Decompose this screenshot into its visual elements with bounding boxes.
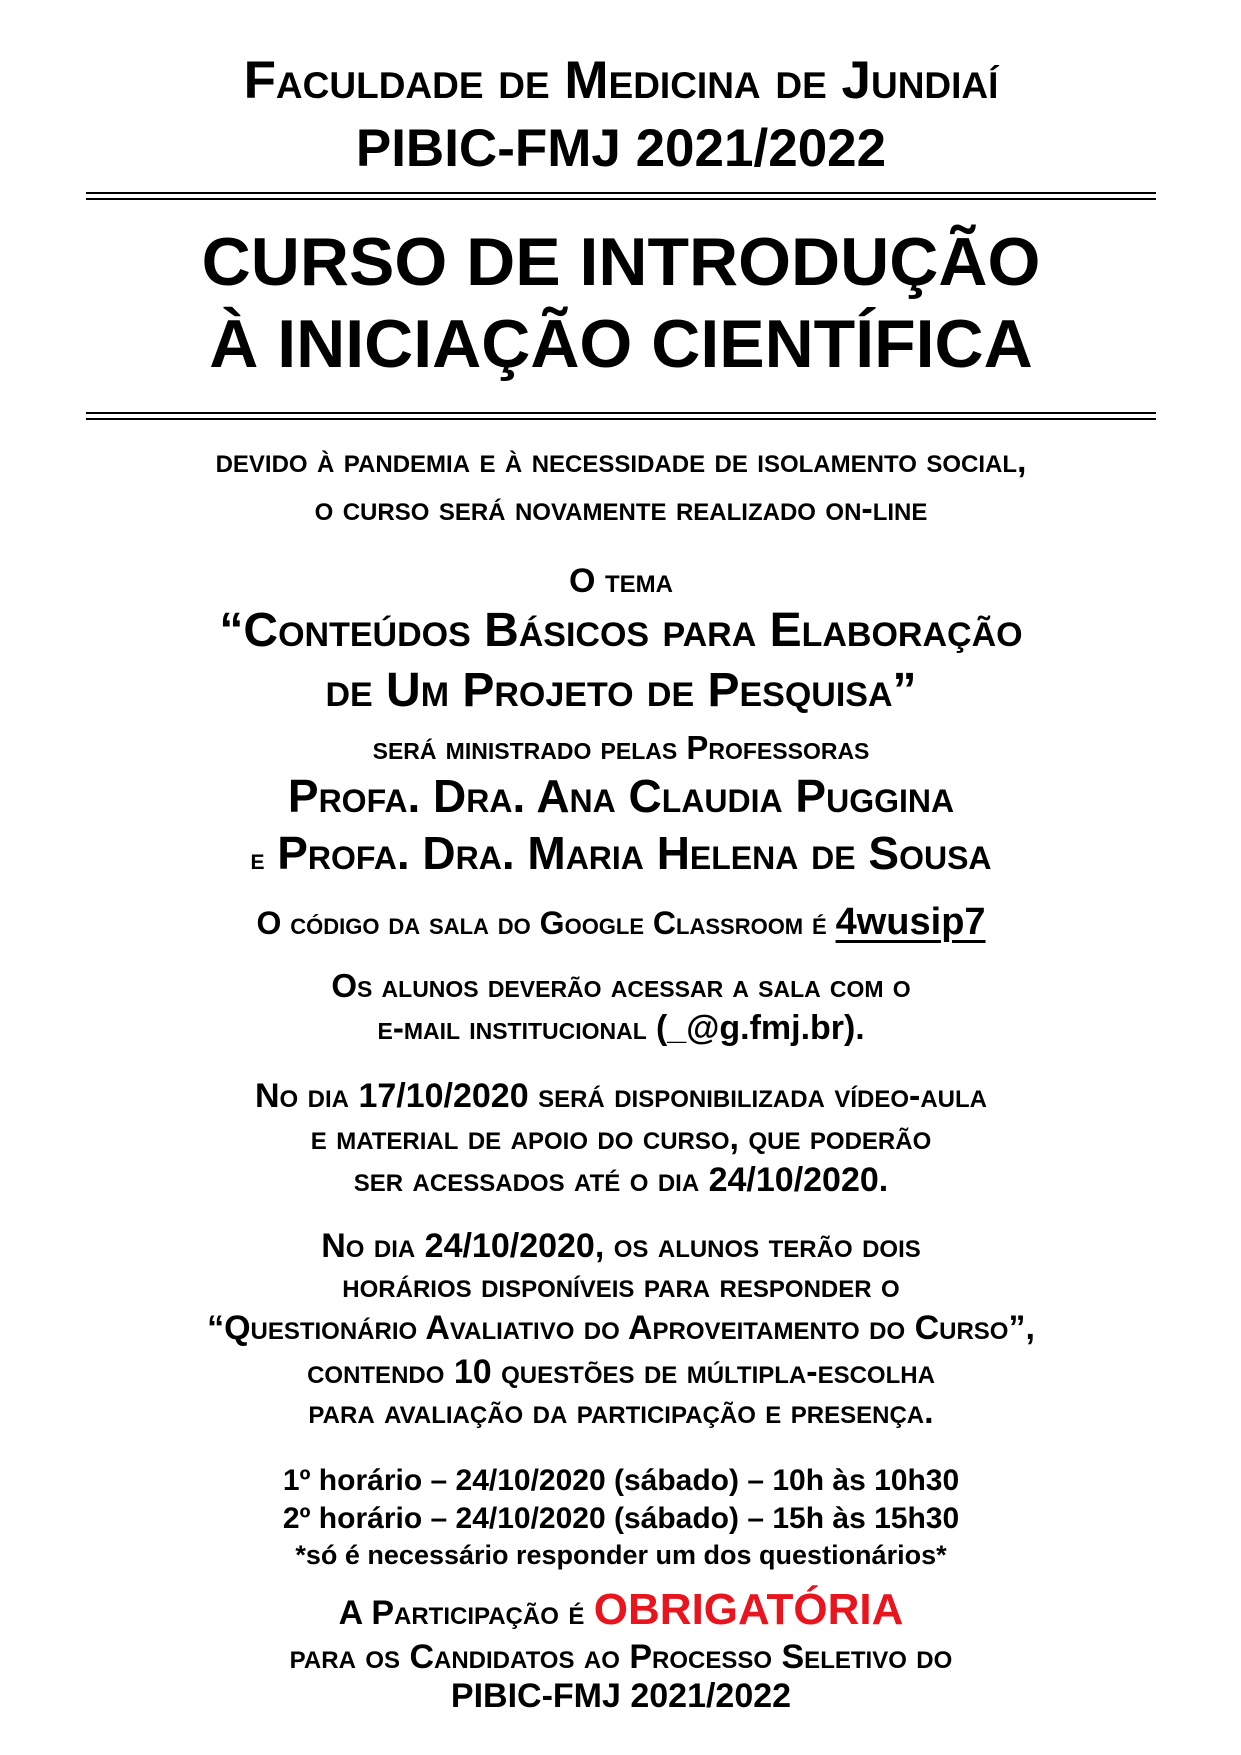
questionnaire-line2: horários disponíveis para responder o — [342, 1267, 900, 1305]
classroom-code-line — [86, 897, 1156, 948]
q-l1-prefix: No dia — [321, 1227, 416, 1265]
video-line3 — [86, 1159, 1156, 1201]
double-rule-bottom — [86, 412, 1156, 420]
professor-1: Profa. Dra. Ana Claudia Puggina — [287, 770, 955, 822]
schedule-note: *só é necessário responder um dos questionários* — [295, 1540, 947, 1570]
video-line2: e material de apoio do curso, que poderão — [310, 1119, 932, 1157]
q-l4-prefix: contendo — [307, 1353, 445, 1391]
access-period: . — [855, 1009, 865, 1046]
questionnaire-title: “Questionário Avaliativo do Aproveitamento do Curso”, — [207, 1309, 1035, 1347]
question-count: 10 — [453, 1353, 492, 1391]
professor-2-line — [86, 825, 1156, 888]
access-email-label: e-mail institucional — [377, 1009, 647, 1046]
questionnaire-line1 — [86, 1225, 1156, 1267]
course-title-line1: CURSO DE INTRODUÇÃO — [201, 224, 1041, 300]
video-deadline-date: 24/10/2020 — [708, 1161, 879, 1199]
questionnaire-line5: para avaliação da participação e presença. — [308, 1393, 934, 1431]
theme-title-line1: “Conteúdos Básicos para Elaboração — [219, 604, 1023, 657]
questionnaire-date: 24/10/2020 — [424, 1227, 595, 1265]
theme-label: O tema — [569, 562, 673, 600]
taught-by-line: será ministrado pelas Professoras — [372, 729, 870, 766]
q-l1-suffix: , os alunos terão dois — [594, 1227, 921, 1265]
institutional-email: (_@g.fmj.br) — [655, 1009, 856, 1047]
participation-line2: para os Candidatos ao Processo Seletivo do — [289, 1638, 953, 1676]
course-title-line2: À INICIAÇÃO CIENTÍFICA — [209, 306, 1033, 382]
classroom-code-text: O código da sala do Google Classroom é — [256, 905, 827, 941]
video-release-date: 17/10/2020 — [358, 1077, 529, 1115]
professor-connector: e — [250, 843, 265, 876]
q-l4-suffix: questões de múltipla-escolha — [501, 1353, 935, 1391]
professor-2: Profa. Dra. Maria Helena de Sousa — [277, 827, 992, 879]
video-line1 — [86, 1075, 1156, 1117]
theme-title-line2: de Um Projeto de Pesquisa” — [325, 664, 917, 717]
mandatory-label: OBRIGATÓRIA — [593, 1585, 904, 1634]
participation-line1 — [86, 1585, 1156, 1638]
schedule-slot-1: 1º horário – 24/10/2020 (sábado) – 10h às 10h30 — [282, 1464, 960, 1497]
program-name: PIBIC-FMJ 2021/2022 — [355, 119, 887, 178]
schedule-slot-2: 2º horário – 24/10/2020 (sábado) – 15h às 15h30 — [282, 1502, 960, 1535]
institution-name: Faculdade de Medicina de Jundiaí — [243, 51, 999, 110]
participation-prefix: A Participação é — [338, 1594, 585, 1632]
questionnaire-line4 — [86, 1351, 1156, 1393]
notice-line1: devido à pandemia e à necessidade de isolamento social, — [215, 442, 1027, 480]
double-rule-top — [86, 192, 1156, 200]
participation-program: PIBIC-FMJ 2021/2022 — [450, 1677, 792, 1715]
video-l1-prefix: No dia — [255, 1077, 349, 1115]
video-l3-prefix: ser acessados até o dia — [353, 1161, 700, 1199]
classroom-code: 4wusip7 — [835, 901, 986, 943]
notice-line2: o curso será novamente realizado on-line — [314, 490, 928, 528]
video-l1-suffix: será disponibilizada vídeo-aula — [538, 1077, 987, 1115]
video-l3-suffix: . — [878, 1161, 889, 1199]
access-line2 — [86, 1007, 1156, 1049]
access-line1: Os alunos deverão acessar a sala com o — [331, 967, 911, 1004]
